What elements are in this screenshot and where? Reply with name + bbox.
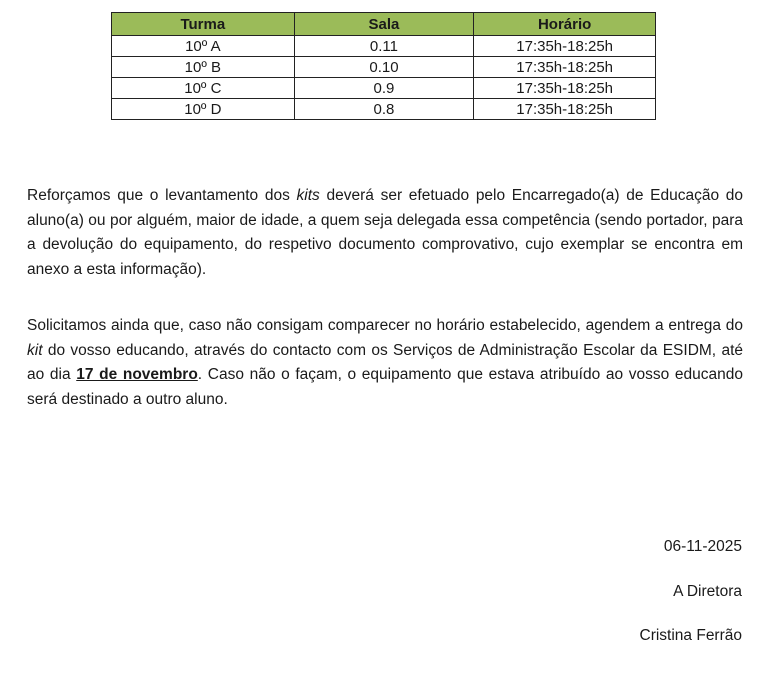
header-sala: Sala [294,13,474,36]
schedule-table [111,12,656,120]
text-segment: do vosso educando, através do contacto com os Serviços de Administração Escolar da ESIDM, até ao dia [27,341,743,383]
text-segment: Solicitamos ainda que, caso não consigam comparecer no horário estabelecido, agendem a entrega do [27,317,743,334]
cell-sala: 0.11 [294,36,474,57]
signature-name: Cristina Ferrão [639,627,742,644]
cell-sala: 0.10 [294,57,474,78]
table-header-row [112,13,656,36]
italic-kits: kits [296,187,320,204]
signature-date: 06-11-2025 [663,538,742,555]
cell-sala: 0.9 [294,78,474,99]
cell-turma: 10º B [112,57,295,78]
cell-sala: 0.8 [294,99,474,120]
table-row [112,99,656,120]
cell-horario: 17:35h-18:25h [474,99,656,120]
cell-turma: 10º C [112,78,295,99]
header-horario: Horário [474,13,656,36]
table-row [112,57,656,78]
cell-horario: 17:35h-18:25h [474,36,656,57]
text-segment: deverá ser efetuado pelo Encarregado(a) de Educação do aluno(a) ou por alguém, maior de idade, a quem seja delegada essa competência (sendo portador, para a devolução do equipamento, do respetivo documento comprovativo, cujo exemplar se encontra em anexo a esta informação). [27,187,743,278]
table-row [112,36,656,57]
paragraph-pickup-authorization [27,184,743,282]
cell-horario: 17:35h-18:25h [474,78,656,99]
cell-turma: 10º A [112,36,295,57]
italic-kit: kit [27,341,43,359]
signature-role: A Diretora [673,583,742,600]
text-segment: . Caso não o façam, o equipamento que estava atribuído ao vosso educando será destinado a outro aluno. [27,366,743,408]
text-segment: Reforçamos que o levantamento dos [27,187,297,204]
cell-turma: 10º D [112,99,295,120]
table-row [112,78,656,99]
header-turma: Turma [112,13,295,36]
paragraph-scheduling-request [27,314,743,412]
cell-horario: 17:35h-18:25h [474,57,656,78]
deadline-date: 17 de novembro [76,366,198,383]
